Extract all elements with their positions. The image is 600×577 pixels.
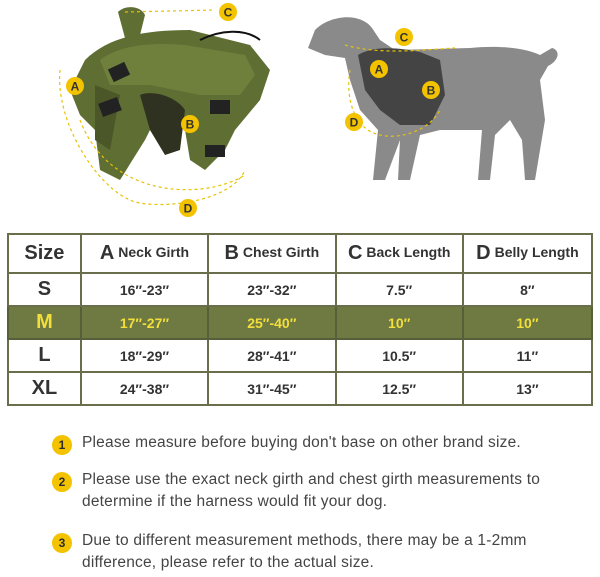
back-length-cell: 10.5″ [336,339,463,372]
header-size: Size [8,234,81,273]
size-cell: M [8,306,81,339]
belly-length-cell: 8″ [463,273,592,306]
size-cell: L [8,339,81,372]
table-row [8,339,592,372]
table-header-row [8,234,592,273]
note-item [52,530,562,574]
svg-text:C: C [399,30,409,45]
belly-length-cell: 13″ [463,372,592,405]
neck-girth-cell: 18″-29″ [81,339,208,372]
table-row [8,273,592,306]
neck-girth-cell: 24″-38″ [81,372,208,405]
harness-letter-a [66,77,84,95]
harness-letter-c [219,3,237,21]
measurement-illustration [0,0,600,230]
note-item [52,469,562,513]
neck-girth-cell: 17″-27″ [81,306,208,339]
note-text: Please measure before buying don't base on other brand size. [82,434,521,451]
size-chart-table [7,233,593,406]
note-item [52,432,521,455]
svg-text:A: A [70,79,80,94]
size-cell: S [8,273,81,306]
dog-letter-d [345,113,363,131]
belly-length-cell: 11″ [463,339,592,372]
svg-text:C: C [223,5,233,20]
back-length-cell: 10″ [336,306,463,339]
chest-girth-cell: 23″-32″ [208,273,335,306]
chest-girth-cell: 28″-41″ [208,339,335,372]
harness-letter-b [181,115,199,133]
number-badge: 1 [52,435,72,455]
header-belly-length: D Belly Length [463,234,592,273]
table-row [8,372,592,405]
chest-girth-cell: 25″-40″ [208,306,335,339]
harness-image [60,7,270,204]
chest-girth-cell: 31″-45″ [208,372,335,405]
neck-girth-cell: 16″-23″ [81,273,208,306]
back-length-cell: 7.5″ [336,273,463,306]
svg-text:D: D [349,115,359,130]
svg-text:B: B [185,117,195,132]
header-back-length: C Back Length [336,234,463,273]
header-neck-girth: A Neck Girth [81,234,208,273]
size-cell: XL [8,372,81,405]
note-text: Please use the exact neck girth and chest girth measurements to determine if the harness would fit your dog. [82,471,541,510]
back-length-cell: 12.5″ [336,372,463,405]
number-badge: 3 [52,533,72,553]
belly-length-cell: 10″ [463,306,592,339]
header-chest-girth: B Chest Girth [208,234,335,273]
svg-text:A: A [374,62,384,77]
svg-text:D: D [183,201,193,216]
dog-letter-c [395,28,413,46]
note-text: Due to different measurement methods, there may be a 1-2mm difference, please refer to the actual size. [82,532,527,571]
dog-letter-b [422,81,440,99]
number-badge: 2 [52,472,72,492]
dog-letter-a [370,60,388,78]
harness-letter-d [179,199,197,217]
table-row-highlighted [8,306,592,339]
svg-text:B: B [426,83,436,98]
